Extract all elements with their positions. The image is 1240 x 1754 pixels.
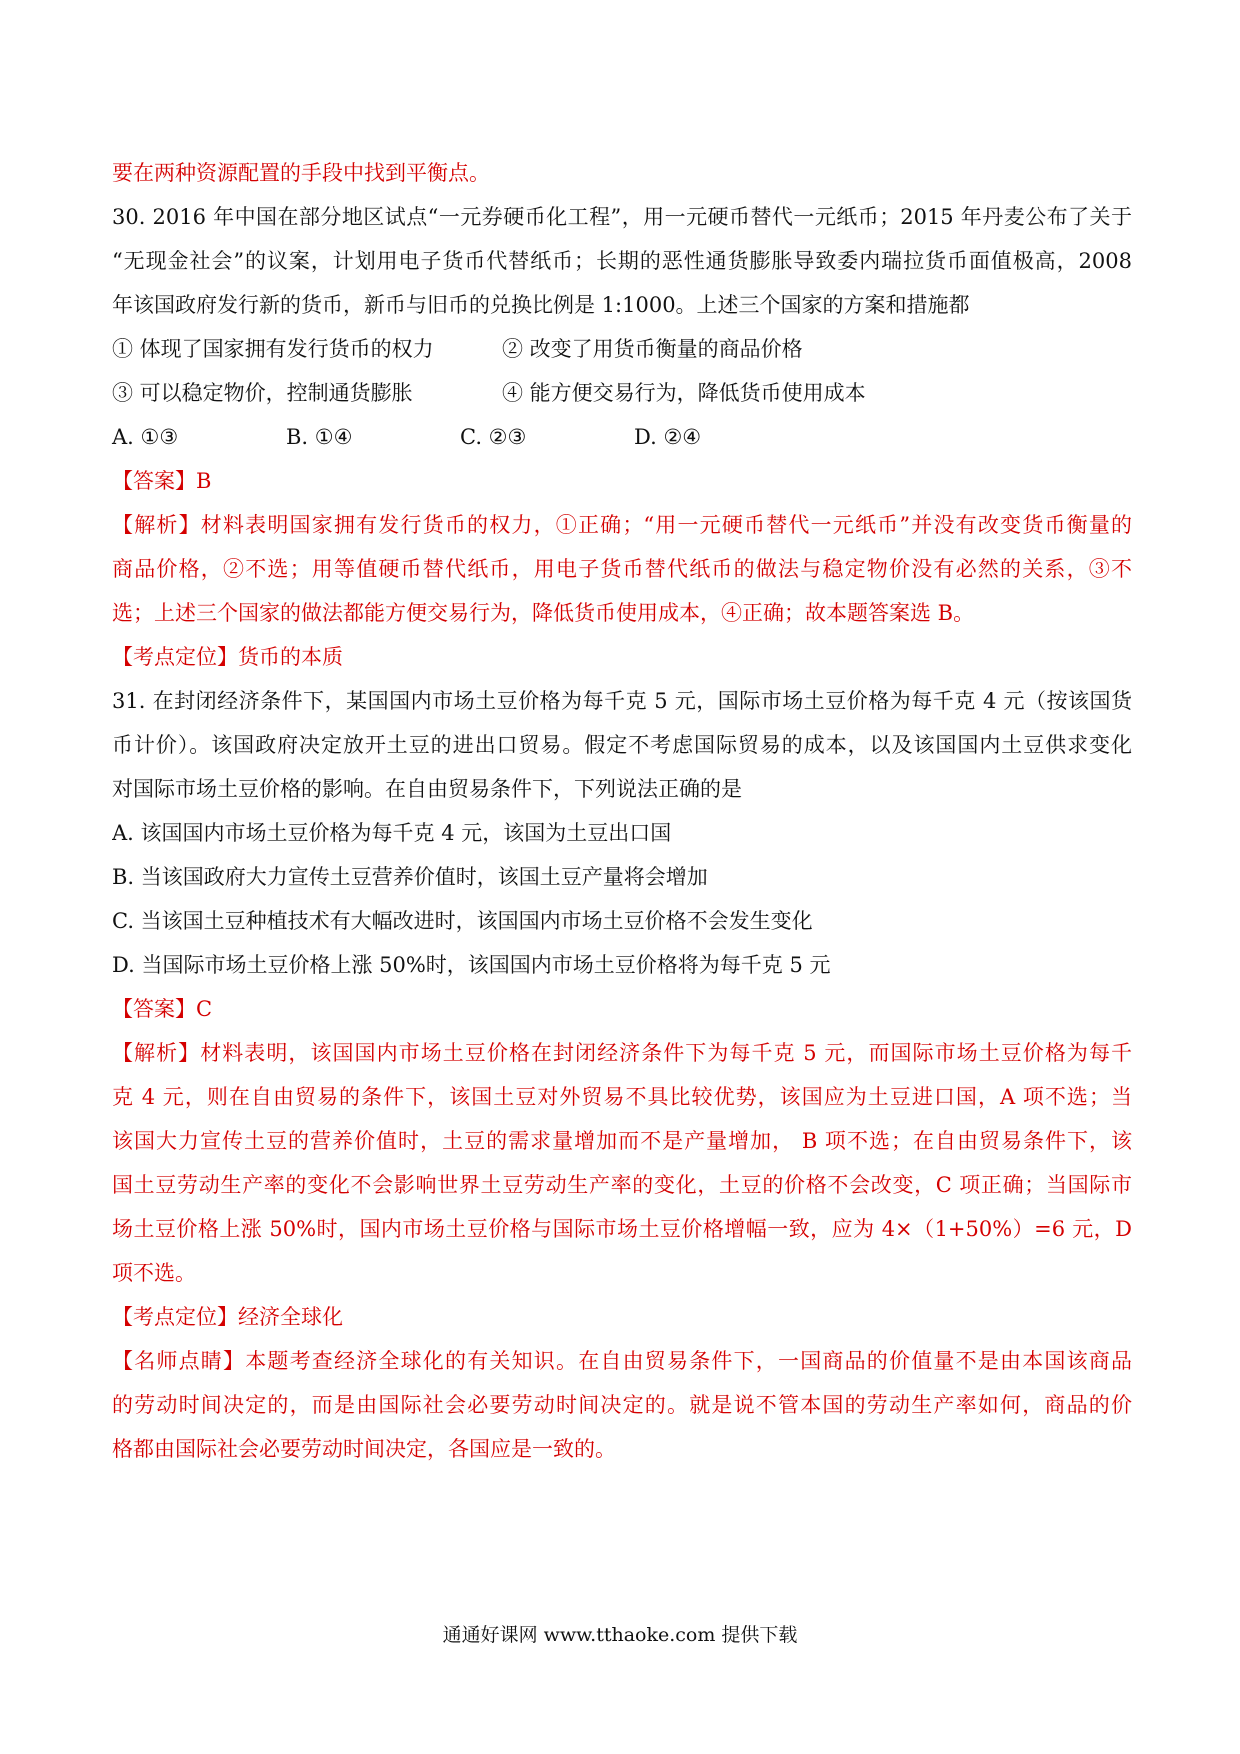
q31-option-b: B. 当该国政府大力宣传土豆营养价值时，该国土豆产量将会增加 [112,865,708,889]
answer-label: 【答案】 [112,469,196,493]
q30-stem-line-1: 30. 2016 年中国在部分地区试点“一元券硬币化工程”，用一元硬币替代一元纸币；2015 年丹麦公布了关于 [112,205,1132,229]
q31-analysis-line-3: 该国大力宣传土豆的营养价值时，土豆的需求量增加而不是产量增加， B 项不选；在自由贸易条件下，该 [112,1129,1132,1153]
q30-statement-4: ④ 能方便交易行为，降低货币使用成本 [502,381,866,405]
q31-option-a: A. 该国国内市场土豆价格为每千克 4 元，该国为土豆出口国 [112,821,672,845]
q31-analysis-line-2: 克 4 元，则在自由贸易的条件下，该国土豆对外贸易不具比较优势，该国应为土豆进口国，A 项不选；当 [112,1085,1132,1109]
q31-analysis-line-1 [112,1038,1132,1068]
q30-answer [112,466,1132,496]
q31-stem-line-2: 币计价）。该国政府决定放开土豆的进出口贸易。假定不考虑国际贸易的成本，以及该国国内土豆供求变化 [112,733,1132,757]
tip-text: 本题考查经济全球化的有关知识。在自由贸易条件下，一国商品的价值量不是由本国该商品 [245,1349,1132,1373]
q31-stem-line-3: 对国际市场土豆价格的影响。在自由贸易条件下，下列说法正确的是 [112,777,742,801]
answer-label: 【答案】 [112,997,196,1021]
q30-analysis-line-2: 商品价格，②不选；用等值硬币替代纸币，用电子货币替代纸币的做法与稳定物价没有必然的关系，③不 [112,557,1132,581]
answer-value: B [196,469,212,493]
analysis-label: 【解析】 [112,513,201,537]
q31-analysis-line-6: 项不选。 [112,1261,196,1285]
q31-tip-line-3: 格都由国际社会必要劳动时间决定，各国应是一致的。 [112,1437,616,1461]
q30-analysis-line-1 [112,510,1132,540]
tip-label: 【名师点睛】 [112,1349,246,1373]
q30-point [112,642,1132,672]
q30-option-b: B. ①④ [286,425,353,449]
point-value: 经济全球化 [238,1305,343,1329]
q31-option-d: D. 当国际市场土豆价格上涨 50%时，该国国内市场土豆价格将为每千克 5 元 [112,953,831,977]
q30-option-d: D. ②④ [634,425,702,449]
point-label: 【考点定位】 [112,645,238,669]
analysis-label: 【解析】 [112,1041,201,1065]
q30-option-c: C. ②③ [460,425,527,449]
q31-tip-line-1 [112,1346,1132,1376]
q31-option-c: C. 当该国土豆种植技术有大幅改进时，该国国内市场土豆价格不会发生变化 [112,909,813,933]
point-value: 货币的本质 [238,645,343,669]
q30-analysis-line-3: 选；上述三个国家的做法都能方便交易行为，降低货币使用成本，④正确；故本题答案选 B。 [112,601,975,625]
q30-statement-3: ③ 可以稳定物价，控制通货膨胀 [112,381,413,405]
q30-stem-line-3: 年该国政府发行新的货币，新币与旧币的兑换比例是 1:1000。上述三个国家的方案和措施都 [112,293,970,317]
q31-analysis-line-5: 场土豆价格上涨 50%时，国内市场土豆价格与国际市场土豆价格增幅一致，应为 4×（1+50%）=6 元，D [112,1217,1132,1241]
q31-answer [112,994,1132,1024]
q31-point [112,1302,1132,1332]
q30-option-a: A. ①③ [112,425,179,449]
analysis-text: 材料表明国家拥有发行货币的权力，①正确；“用一元硬币替代一元纸币”并没有改变货币衡量的 [200,513,1132,537]
intro-text: 要在两种资源配置的手段中找到平衡点。 [112,161,490,185]
q31-analysis-line-4: 国土豆劳动生产率的变化不会影响世界土豆劳动生产率的变化，土豆的价格不会改变，C 项正确；当国际市 [112,1173,1132,1197]
q30-stem-line-2: “无现金社会”的议案，计划用电子货币代替纸币；长期的恶性通货膨胀导致委内瑞拉货币面值极高，2008 [112,249,1132,273]
q31-stem-line-1: 31. 在封闭经济条件下，某国国内市场土豆价格为每千克 5 元，国际市场土豆价格为每千克 4 元（按该国货 [112,689,1132,713]
q30-statement-1: ① 体现了国家拥有发行货币的权力 [112,337,434,361]
answer-value: C [196,997,213,1021]
q31-tip-line-2: 的劳动时间决定的，而是由国际社会必要劳动时间决定的。就是说不管本国的劳动生产率如何，商品的价 [112,1393,1132,1417]
q30-statement-2: ② 改变了用货币衡量的商品价格 [502,337,803,361]
point-label: 【考点定位】 [112,1305,238,1329]
page-footer: 通通好课网 www.tthaoke.com 提供下载 [442,1624,798,1646]
analysis-text: 材料表明，该国国内市场土豆价格在封闭经济条件下为每千克 5 元，而国际市场土豆价格为每千 [200,1041,1132,1065]
